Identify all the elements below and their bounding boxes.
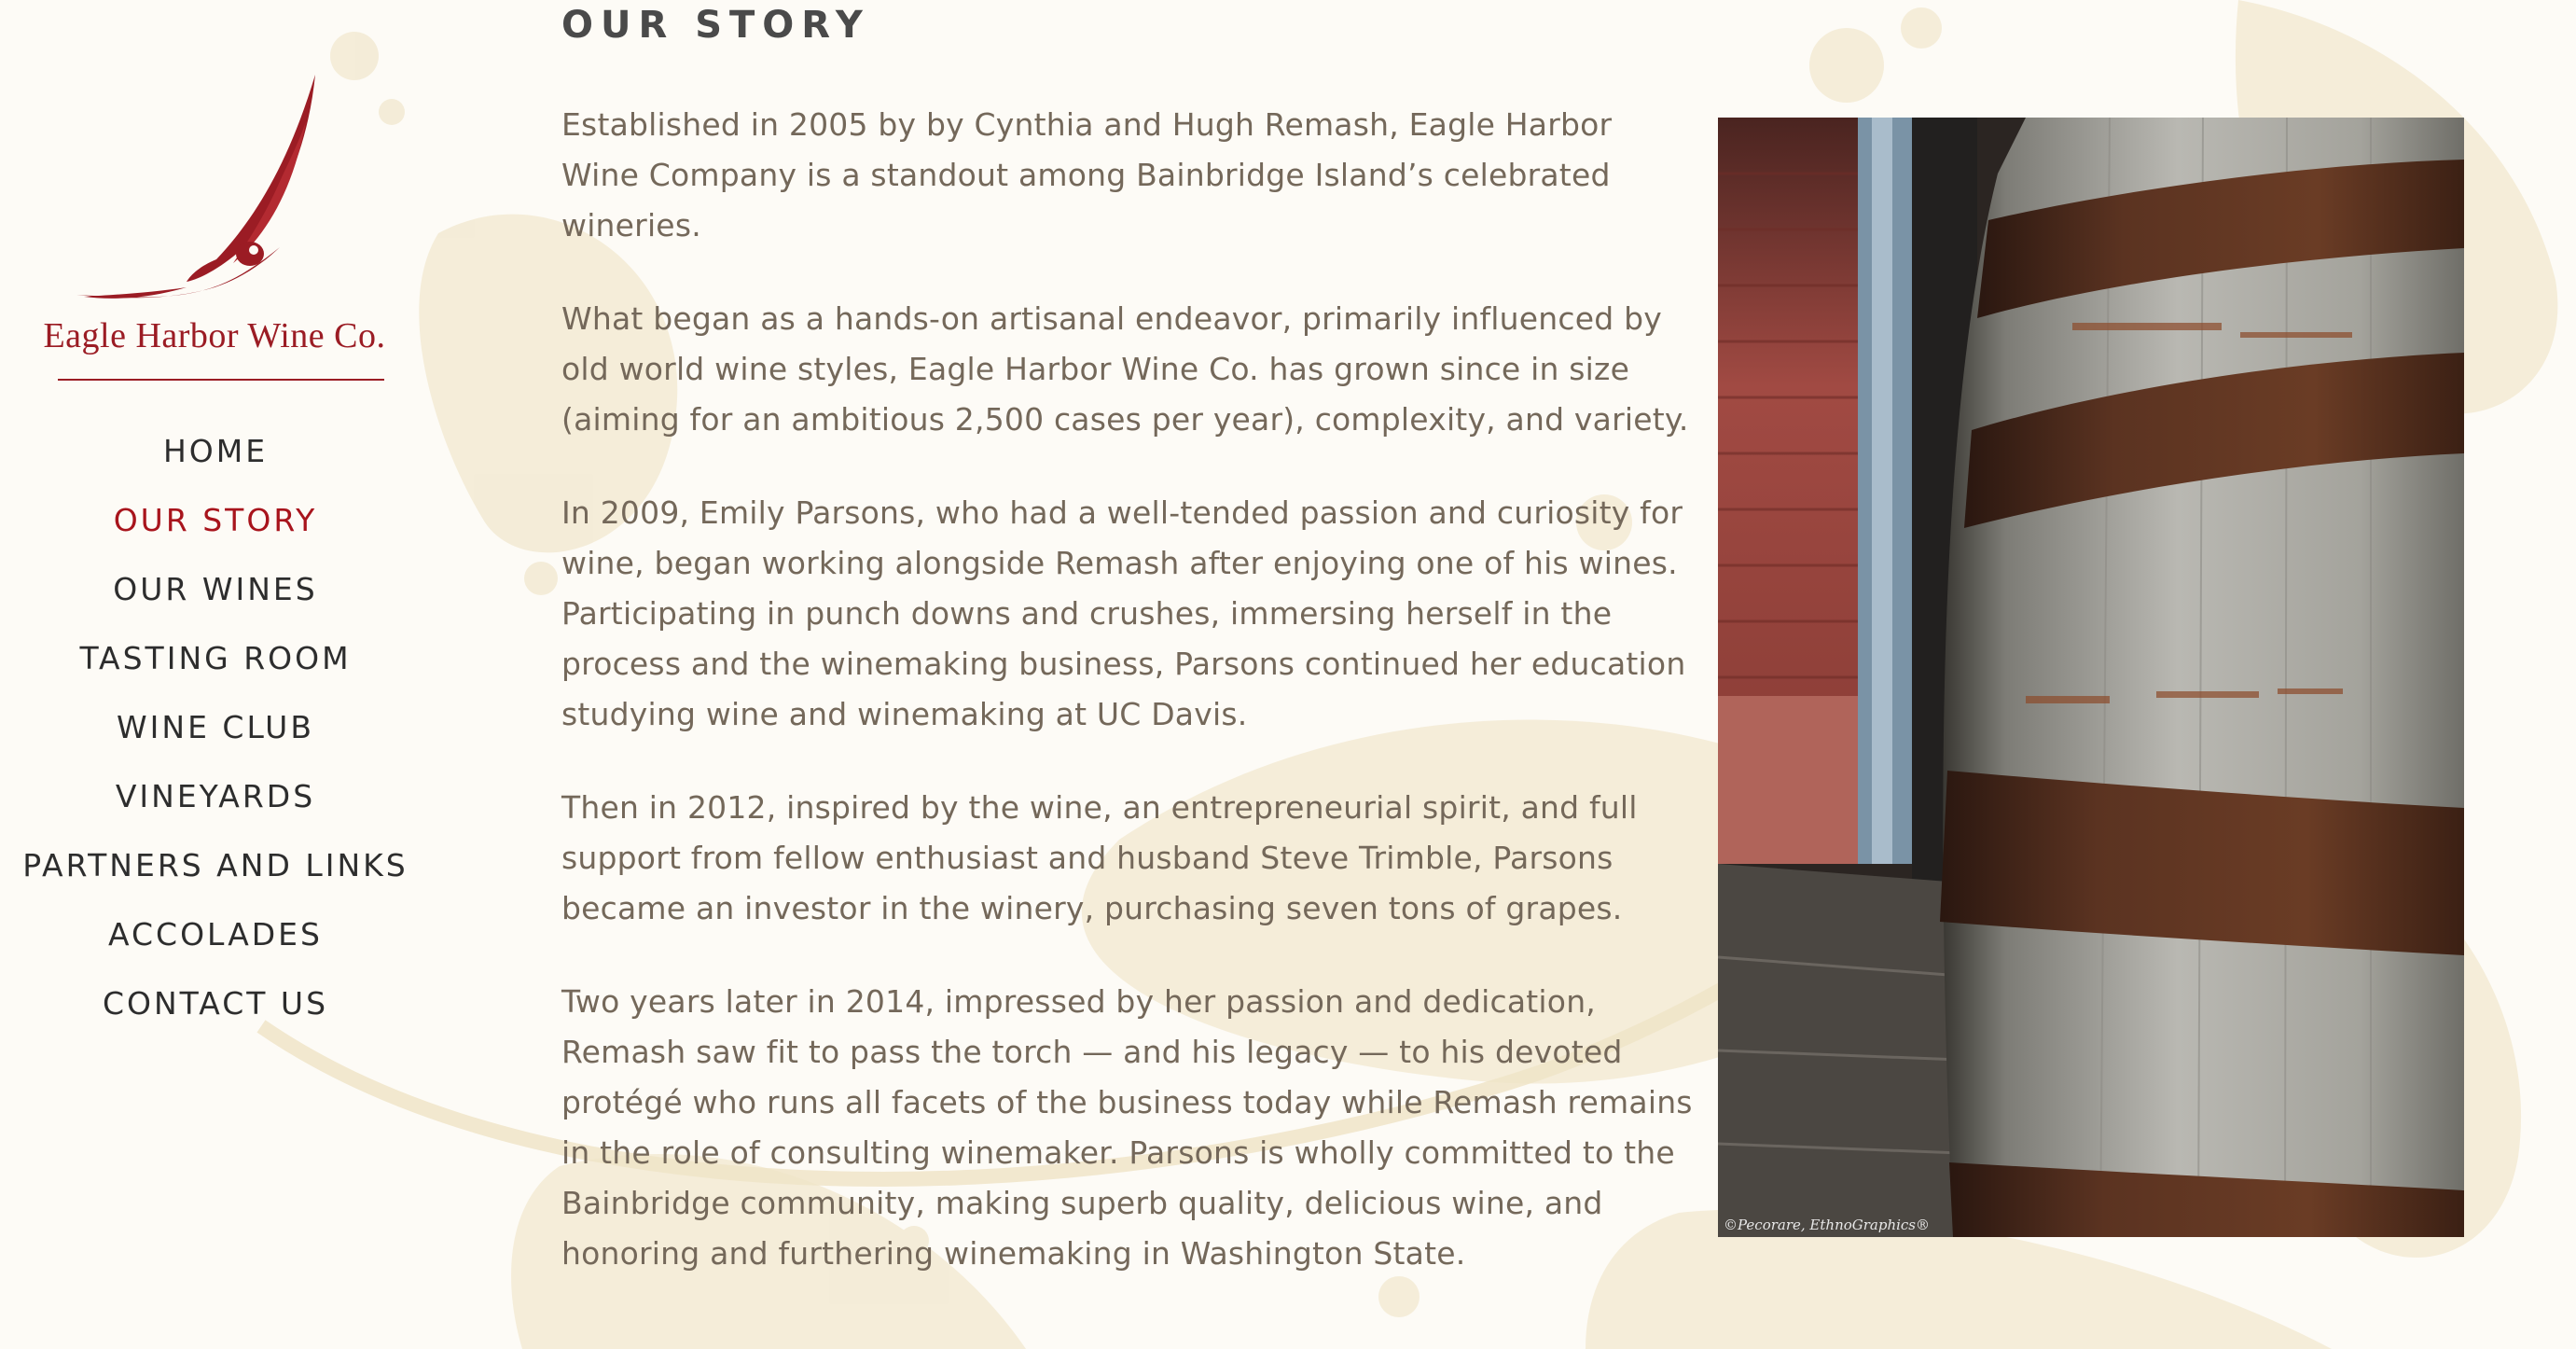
nav-item-home[interactable]: HOME [162,433,269,469]
wine-barrel-photo [1718,118,2464,1237]
eagle-icon [56,65,336,308]
story-paragraph: What began as a hands-on artisanal endeavor, primarily influenced by old world wine styles, Eagle Harbor Wine Co. has grown since in size (aiming for an ambitious 2,500 cases per year), complexity, and variety. [561,300,1689,438]
nav-item-our-wines[interactable]: OUR WINES [113,571,318,607]
photo-credit: ©Pecorare, EthnoGraphics® [1724,1217,1931,1233]
brand-name: Eagle Harbor Wine Co. [43,316,386,355]
story-paragraph: Then in 2012, inspired by the wine, an entrepreneurial spirit, and full support from fellow enthusiast and husband Steve Trimble, Parsons became an investor in the winery, purchasing seven tons of grapes. [561,789,1638,926]
nav-item-tasting-room[interactable]: TASTING ROOM [79,640,352,676]
logo-divider [58,379,384,381]
sidebar [0,0,438,1349]
main-nav [0,422,431,1043]
barrel-image [1718,118,2464,1237]
nav-item-our-story[interactable]: OUR STORY [113,502,318,538]
story-paragraph: Established in 2005 by by Cynthia and Hugh Remash, Eagle Harbor Wine Company is a standout among Bainbridge Island’s celebrated wineries. [561,106,1613,243]
nav-item-wine-club[interactable]: WINE CLUB [117,709,314,745]
story-body [561,100,1695,1322]
story-paragraph: Two years later in 2014, impressed by her passion and dedication, Remash saw fit to pass the torch — and his legacy — to his devoted protégé who runs all facets of the business today while Remash remains in the role of consulting winemaker. Parsons is wholly committed to the Bainbridge community, making superb quality, delicious wine, and honoring and furthering winemaking in Washington State. [561,983,1693,1272]
brand-logo[interactable] [0,65,438,392]
page-title: OUR STORY [561,4,870,47]
story-paragraph: In 2009, Emily Parsons, who had a well-tended passion and curiosity for wine, began working alongside Remash after enjoying one of his wines. Participating in punch downs and crushes, immersing herself in the process and the winemaking business, Parsons continued her education studying wine and winemaking at UC Davis. [561,494,1686,732]
nav-item-vineyards[interactable]: VINEYARDS [115,778,316,814]
nav-item-accolades[interactable]: ACCOLADES [108,916,323,953]
nav-item-contact-us[interactable]: CONTACT US [102,985,329,1022]
nav-item-partners-and-links[interactable]: PARTNERS AND LINKS [22,847,409,883]
